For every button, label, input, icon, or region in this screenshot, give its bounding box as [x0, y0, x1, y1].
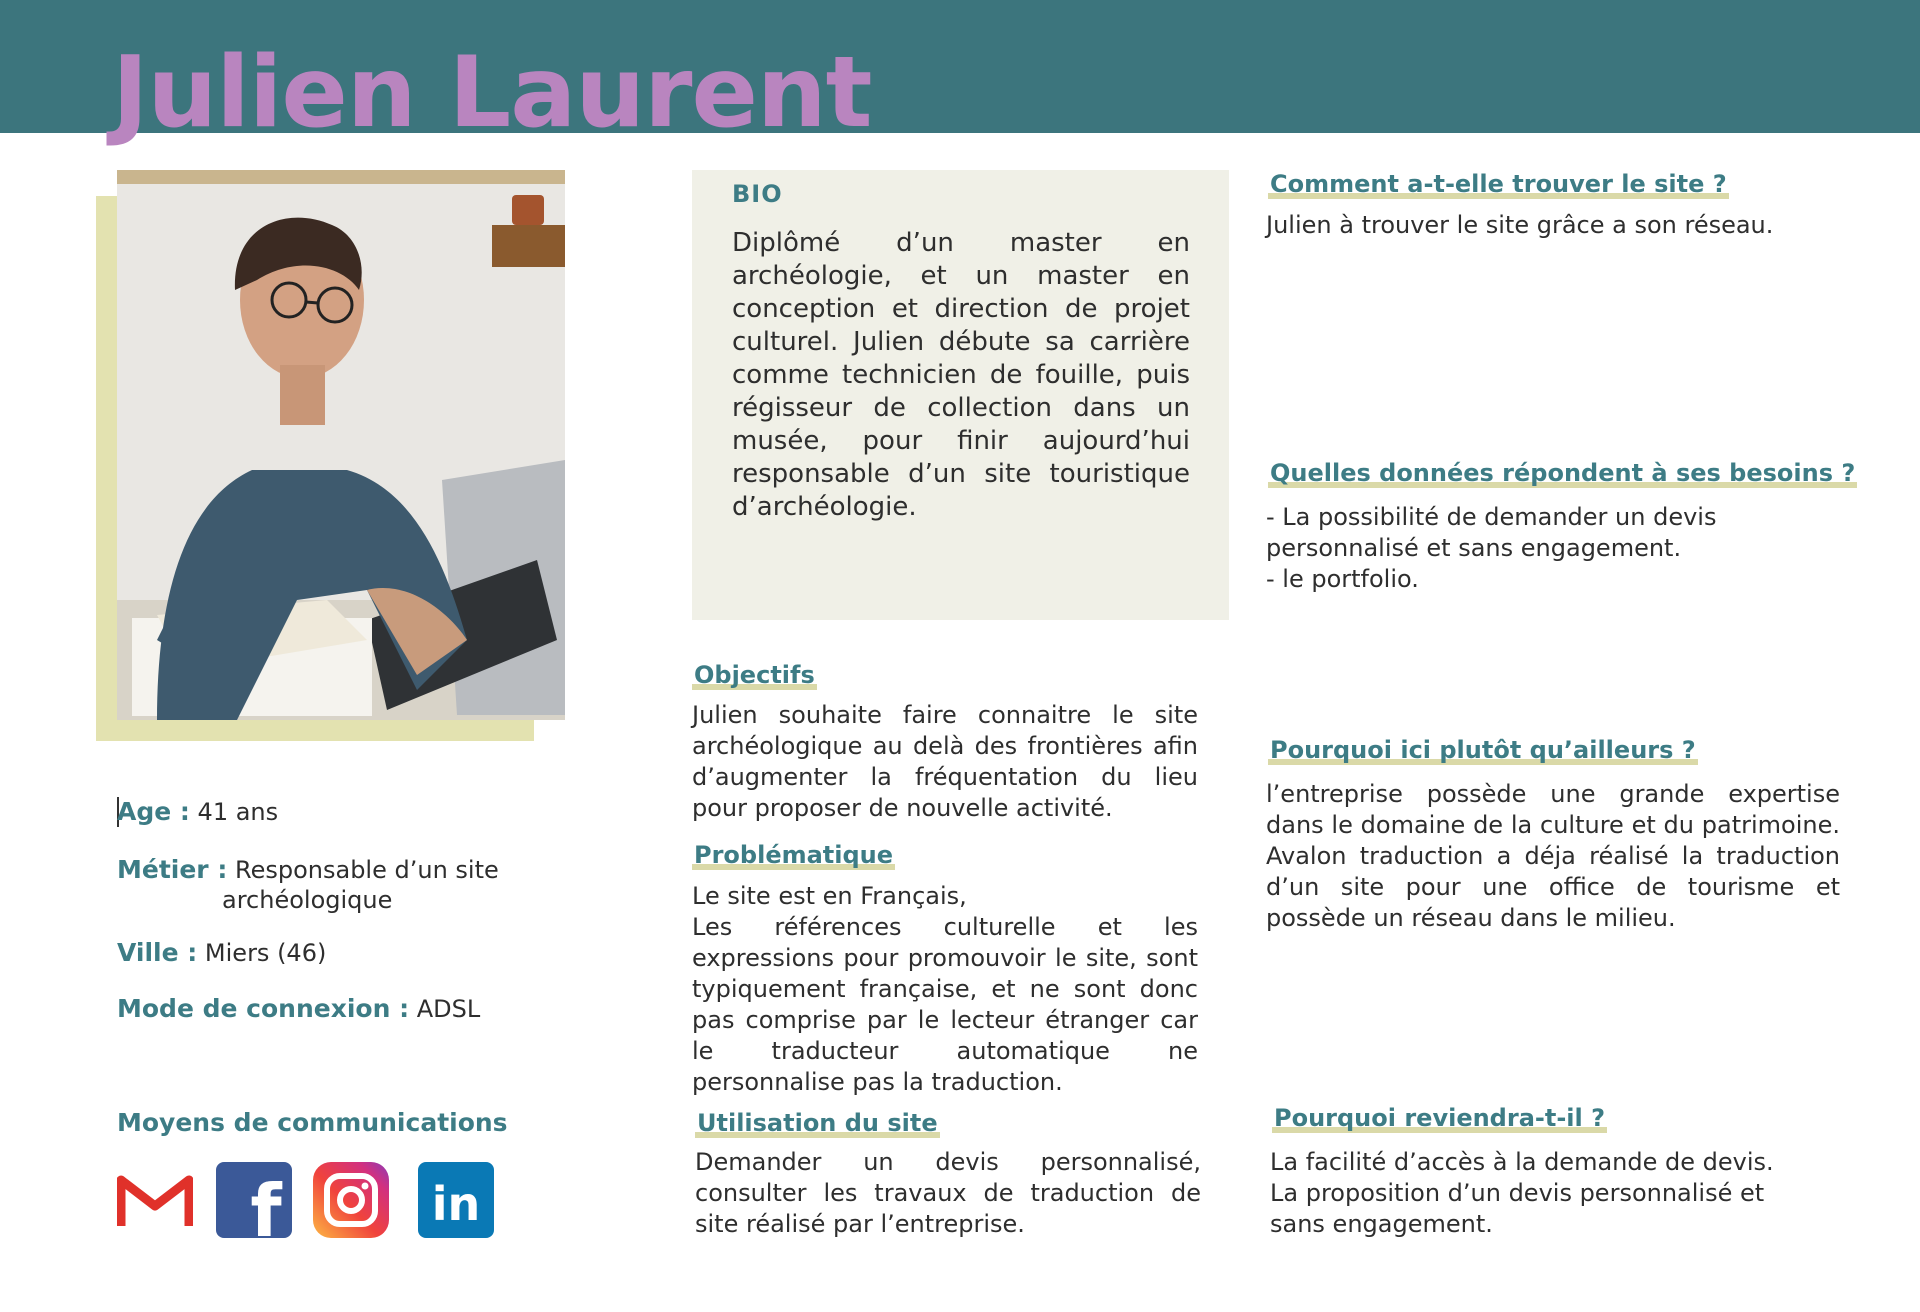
job-value-line1: Responsable d’un site	[234, 856, 499, 884]
problematique-line1: Le site est en Français,	[692, 882, 967, 910]
pourquoi-ici-title: Pourquoi ici plutôt qu’ailleurs ?	[1270, 736, 1696, 764]
donnees-line2: personnalisé et sans engagement.	[1266, 534, 1682, 562]
comment-text: Julien à trouver le site grâce a son réseau.	[1266, 211, 1774, 239]
linkedin-letters: in	[431, 1177, 481, 1231]
utilisation-title: Utilisation du site	[697, 1109, 938, 1137]
donnees-line3: - le portfolio.	[1266, 565, 1419, 593]
gmail-icon[interactable]	[117, 1162, 193, 1238]
donnees-title: Quelles données répondent à ses besoins ?	[1270, 459, 1856, 487]
city-row	[117, 938, 326, 968]
facebook-icon[interactable]	[216, 1162, 292, 1238]
donnees-line1: - La possibilité de demander un devis	[1266, 503, 1717, 531]
connection-label: Mode de connexion :	[117, 994, 410, 1023]
age-value: 41 ans	[197, 798, 279, 826]
communications-title: Moyens de communications	[117, 1108, 508, 1137]
reviendra-line3: sans engagement.	[1270, 1210, 1493, 1238]
reviendra-text	[1270, 1147, 1840, 1240]
job-label: Métier :	[117, 855, 228, 884]
problematique-text: Les références culturelle et les expressions pour promouvoir le site, sont typiquement française, et ne sont donc pas comprise par le lecteur étranger car le traducteur automatique ne personnalise pas la traduction.	[692, 913, 1198, 1096]
objectifs-title: Objectifs	[694, 661, 815, 689]
facebook-letter: f	[250, 1169, 282, 1238]
donnees-text	[1266, 502, 1836, 595]
problematique-title: Problématique	[694, 841, 894, 869]
objectifs-text: Julien souhaite faire connaitre le site archéologique au delà des frontières afin d’augmenter la fréquentation du lieu pour proposer de nouvelle activité.	[692, 701, 1198, 822]
reviendra-title: Pourquoi reviendra-t-il ?	[1274, 1104, 1606, 1132]
age-label: Age :	[117, 797, 190, 826]
linkedin-icon[interactable]	[418, 1162, 494, 1238]
utilisation-text: Demander un devis personnalisé, consulter les travaux de traduction de site réalisé par l’entreprise.	[695, 1148, 1201, 1238]
reviendra-line2: La proposition d’un devis personnalisé et	[1270, 1179, 1765, 1207]
city-value: Miers (46)	[204, 939, 327, 967]
connection-value: ADSL	[416, 995, 481, 1023]
bio-title: BIO	[732, 180, 783, 208]
job-value-line2: archéologique	[222, 886, 393, 914]
persona-photo	[117, 170, 565, 720]
reviendra-line1: La facilité d’accès à la demande de devis.	[1270, 1148, 1774, 1176]
persona-name: Julien Laurent	[112, 36, 872, 150]
city-label: Ville :	[117, 938, 198, 967]
comment-title: Comment a-t-elle trouver le site ?	[1270, 170, 1727, 198]
age-row	[117, 797, 278, 827]
pourquoi-ici-text: l’entreprise possède une grande expertise dans le domaine de la culture et du patrimoine. Avalon traduction a déja réalisé la traduction d’un site pour une office de tourisme et possède un réseau dans le milieu.	[1266, 780, 1840, 932]
instagram-icon[interactable]	[313, 1162, 389, 1238]
connection-row	[117, 994, 480, 1024]
job-row	[117, 855, 499, 915]
bio-text: Diplômé d’un master en archéologie, et un master en conception et direction de projet culturel. Julien débute sa carrière comme technicien de fouille, puis régisseur de collection dans un musée, pour finir aujourd’hui responsable d’un site touristique d’archéologie.	[732, 228, 1190, 522]
